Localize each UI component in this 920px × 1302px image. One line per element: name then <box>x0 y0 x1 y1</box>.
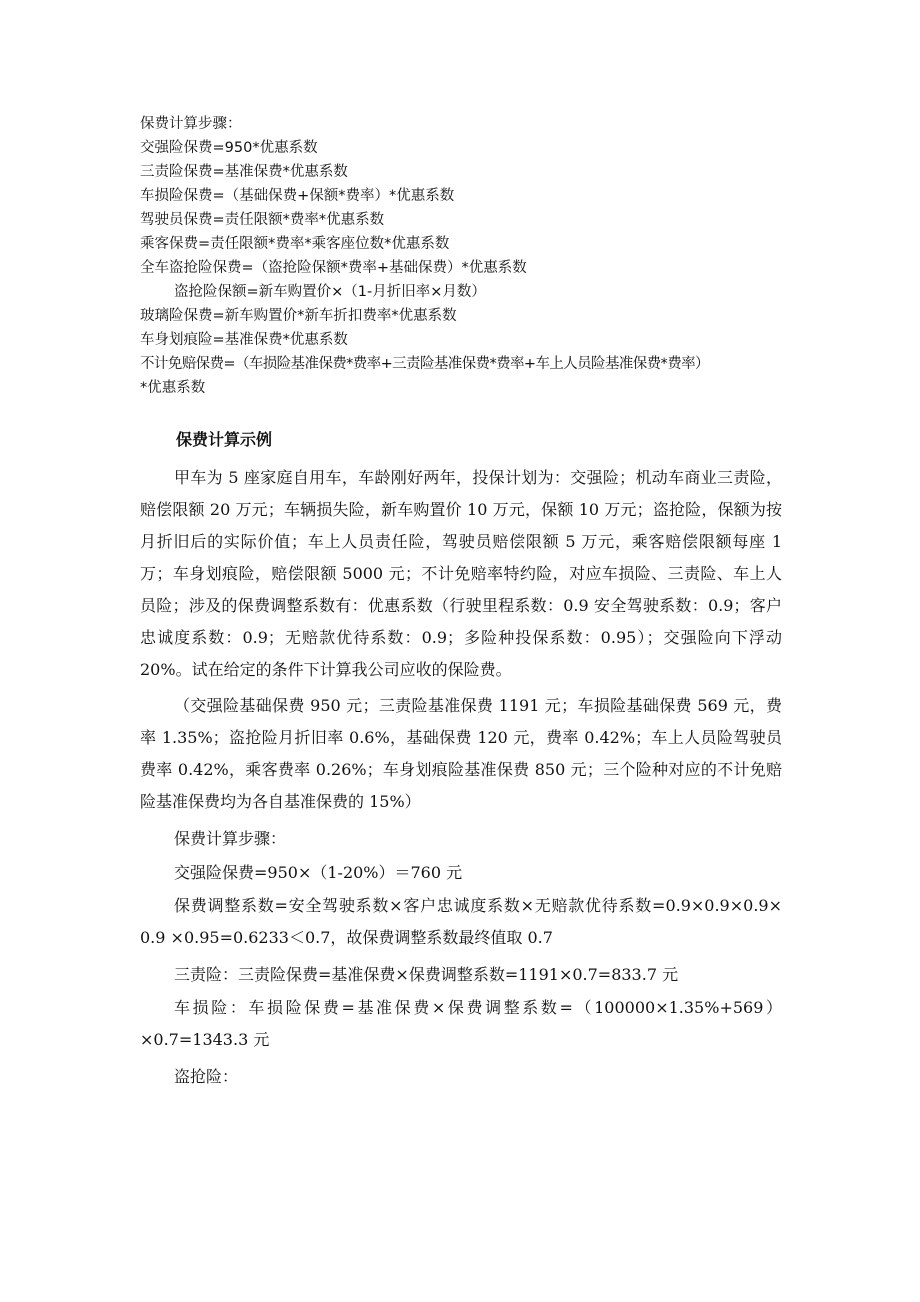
formula-third-party: 三责险保费=基准保费*优惠系数 <box>140 164 348 180</box>
example-step-vehicle-damage: 车损险：车损险保费=基准保费×保费调整系数=（100000×1.35%+569）×0.7=1343.3 元 <box>140 998 782 1049</box>
formula-theft: 全车盗抢险保费=（盗抢险保额*费率+基础保费）*优惠系数 <box>140 260 527 276</box>
example-step-theft: 盗抢险： <box>174 1067 239 1086</box>
formula-scratch: 车身划痕险=基准保费*优惠系数 <box>140 332 348 348</box>
formula-nondeductible: 不计免赔保费=（车损险基准保费*费率+三责险基准保费*费率+车上人员险基准保费*费率） <box>140 356 709 372</box>
example-section <box>140 428 782 1094</box>
formula-title: 保费计算步骤： <box>140 116 242 132</box>
formula-glass: 玻璃险保费=新车购置价*新车折扣费率*优惠系数 <box>140 308 457 324</box>
example-problem: 甲车为 5 座家庭自用车，车龄刚好两年，投保计划为：交强险；机动车商业三责险，赔偿限额 20 万元；车辆损失险，新车购置价 10 万元，保额 10 万元；盗抢险，保额为按月折旧后的实际价值；车上人员责任险，驾驶员赔偿限额 5 万元，乘客赔偿限额每座 1 万；车身划痕险，赔偿限额 5000 元；不计免赔率特约险，对应车损险、三责险、车上人员险；涉及的保费调整系数有：优惠系数（行驶里程系数：0.9 安全驾驶系数：0.9；客户忠诚度系数：0.9；无赔款优待系数：0.9；多险种投保系数：0.95）；交强险向下浮动 20%。试在给定的条件下计算我公司应收的保险费。 <box>140 468 782 679</box>
example-step-compulsory: 交强险保费=950×（1-20%）＝760 元 <box>174 863 463 882</box>
example-heading: 保费计算示例 <box>176 430 273 449</box>
formula-compulsory: 交强险保费=950*优惠系数 <box>140 140 318 156</box>
example-step-adjustment: 保费调整系数=安全驾驶系数×客户忠诚度系数×无赔款优待系数=0.9×0.9×0.9× 0.9 ×0.95=0.6233＜0.7，故保费调整系数最终值取 0.7 <box>140 896 782 947</box>
formula-theft-insured-amount: 盗抢险保额=新车购置价×（1-月折旧率×月数） <box>174 284 486 300</box>
example-given-data: （交强险基础保费 950 元；三责险基准保费 1191 元；车损险基础保费 569 元，费率 1.35%；盗抢险月折旧率 0.6%，基础保费 120 元，费率 0.42%；车上人员险驾驶员费率 0.42%，乘客费率 0.26%；车身划痕险基准保费 850 元；三个险种对应的不计免赔险基准保费均为各自基准保费的 15%） <box>140 696 782 811</box>
example-step-third-party: 三责险：三责险保费=基准保费×保费调整系数=1191×0.7=833.7 元 <box>174 965 679 984</box>
formula-passenger: 乘客保费=责任限额*费率*乘客座位数*优惠系数 <box>140 236 450 252</box>
formula-driver: 驾驶员保费=责任限额*费率*优惠系数 <box>140 212 385 228</box>
formula-nondeductible-cont: *优惠系数 <box>140 380 206 396</box>
formula-vehicle-damage: 车损险保费=（基础保费+保额*费率）*优惠系数 <box>140 188 455 204</box>
example-steps-title: 保费计算步骤： <box>174 829 287 848</box>
formula-section <box>140 112 830 400</box>
